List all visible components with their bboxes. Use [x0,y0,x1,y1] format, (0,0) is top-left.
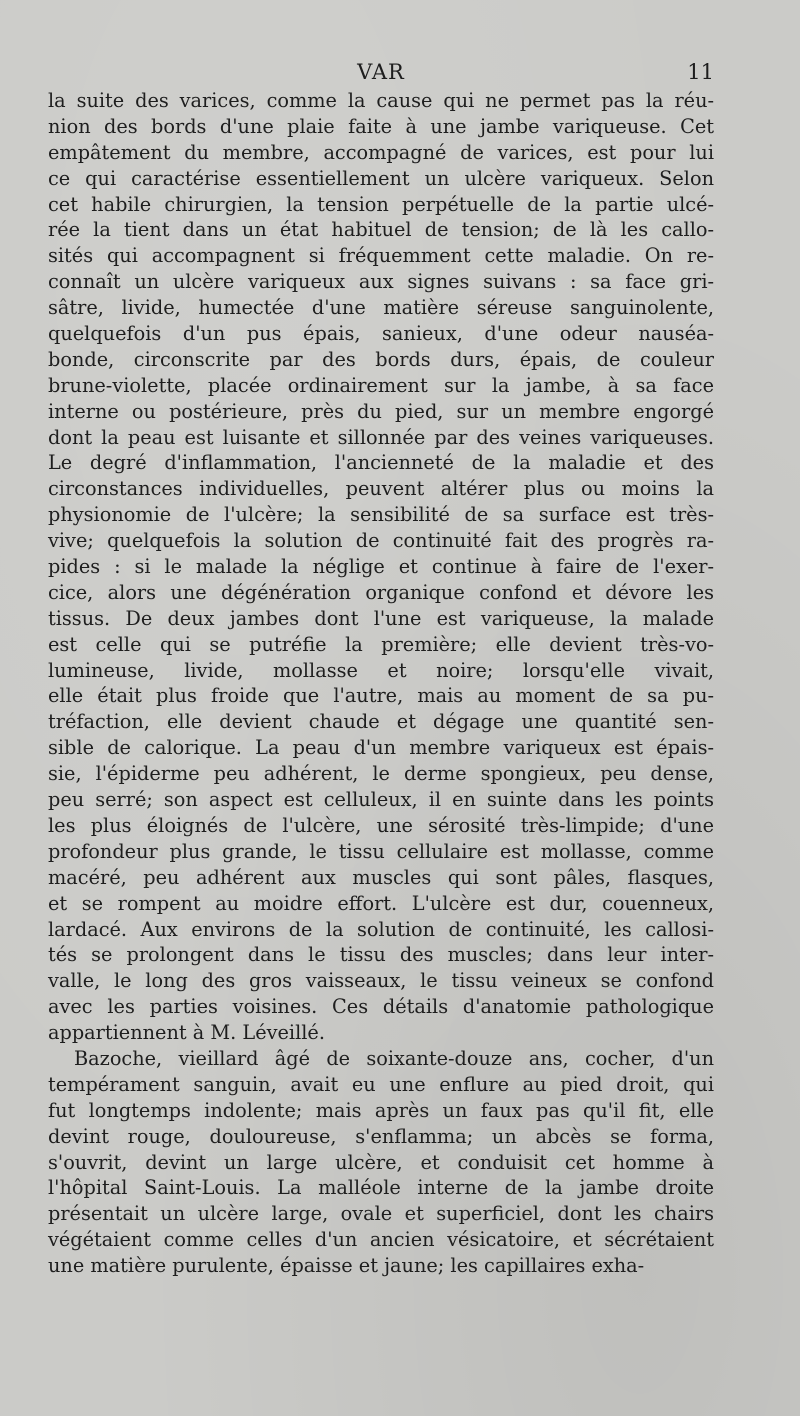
text-line: lumineuse, livide, mollasse et noire; lorsqu'elle vivait, [48,658,714,682]
text-line: quelquefois d'un pus épais, sanieux, d'une odeur nauséa- [48,322,714,346]
running-title: VAR [357,60,405,84]
text-line: Bazoche, vieillard âgé de soixante-douze ans, cocher, d'un [74,1046,714,1070]
text-line: circonstances individuelles, peuvent altérer plus ou moins la [48,477,714,501]
text-line: interne ou postérieure, près du pied, sur un membre engorgé [48,399,714,423]
text-line: tréfaction, elle devient chaude et dégage une quantité sen- [48,710,714,734]
text-line: nion des bords d'une plaie faite à une jambe variqueuse. Cet [48,114,714,138]
text-line: tempérament sanguin, avait eu une enflure au pied droit, qui [48,1072,714,1096]
text-line: macéré, peu adhérent aux muscles qui sont pâles, flasques, [48,865,714,889]
text-line: s'ouvrit, devint un large ulcère, et conduisit cet homme à [48,1150,714,1174]
text-line: vive; quelquefois la solution de continuité fait des progrès ra- [48,529,714,553]
text-line: et se rompent au moidre effort. L'ulcère est dur, couenneux, [48,891,714,915]
paragraph [48,1046,714,1279]
body-text [48,88,714,1279]
text-line: tissus. De deux jambes dont l'une est variqueuse, la malade [48,606,714,630]
text-line: appartiennent à M. Léveillé. [48,1021,325,1045]
text-line: physionomie de l'ulcère; la sensibilité de sa surface est très- [48,503,714,527]
text-line: les plus éloignés de l'ulcère, une sérosité très-limpide; d'une [48,813,714,837]
text-line: devint rouge, douloureuse, s'enflamma; un abcès se forma, [48,1124,714,1148]
text-line: tés se prolongent dans le tissu des muscles; dans leur inter- [48,943,714,967]
paragraph [48,88,714,1046]
text-line: pides : si le malade la néglige et continue à faire de l'exer- [48,555,714,579]
page-number: 11 [687,60,714,84]
running-head [48,60,714,90]
text-line: Le degré d'inflammation, l'ancienneté de la maladie et des [48,451,714,475]
text-line: empâtement du membre, accompagné de varices, est pour lui [48,140,714,164]
text-line: fut longtemps indolente; mais après un faux pas qu'il fit, elle [48,1098,714,1122]
text-line: ce qui caractérise essentiellement un ulcère variqueux. Selon [48,166,714,190]
text-line: sités qui accompagnent si fréquemment cette maladie. On re- [48,244,714,268]
text-line: dont la peau est luisante et sillonnée par des veines variqueuses. [48,425,714,449]
text-line: rée la tient dans un état habituel de tension; de là les callo- [48,218,714,242]
text-line: brune-violette, placée ordinairement sur la jambe, à sa face [48,373,714,397]
text-line: l'hôpital Saint-Louis. La malléole interne de la jambe droite [48,1176,714,1200]
text-line: sie, l'épiderme peu adhérent, le derme spongieux, peu dense, [48,762,714,786]
text-line: sâtre, livide, humectée d'une matière séreuse sanguinolente, [48,296,714,320]
text-line: peu serré; son aspect est celluleux, il en suinte dans les points [48,788,714,812]
text-line: une matière purulente, épaisse et jaune; les capillaires exha- [48,1254,645,1278]
text-line: elle était plus froide que l'autre, mais au moment de sa pu- [48,684,714,708]
text-line: cice, alors une dégénération organique confond et dévore les [48,580,714,604]
text-line: lardacé. Aux environs de la solution de continuité, les callosi- [48,917,714,941]
text-line: la suite des varices, comme la cause qui ne permet pas la réu- [48,89,714,112]
text-line: végétaient comme celles d'un ancien vésicatoire, et sécrétaient [48,1228,714,1252]
text-line: sible de calorique. La peau d'un membre variqueux est épais- [48,736,714,760]
text-line: est celle qui se putréfie la première; elle devient très-vo- [48,632,714,656]
text-line: présentait un ulcère large, ovale et superficiel, dont les chairs [48,1202,714,1226]
text-line: profondeur plus grande, le tissu cellulaire est mollasse, comme [48,839,714,863]
text-line: bonde, circonscrite par des bords durs, épais, de couleur [48,347,714,371]
text-line: valle, le long des gros vaisseaux, le tissu veineux se confond [48,969,714,993]
text-line: connaît un ulcère variqueux aux signes suivans : sa face gri- [48,270,714,294]
text-line: cet habile chirurgien, la tension perpétuelle de la partie ulcé- [48,192,714,216]
text-line: avec les parties voisines. Ces détails d'anatomie pathologique [48,995,714,1019]
